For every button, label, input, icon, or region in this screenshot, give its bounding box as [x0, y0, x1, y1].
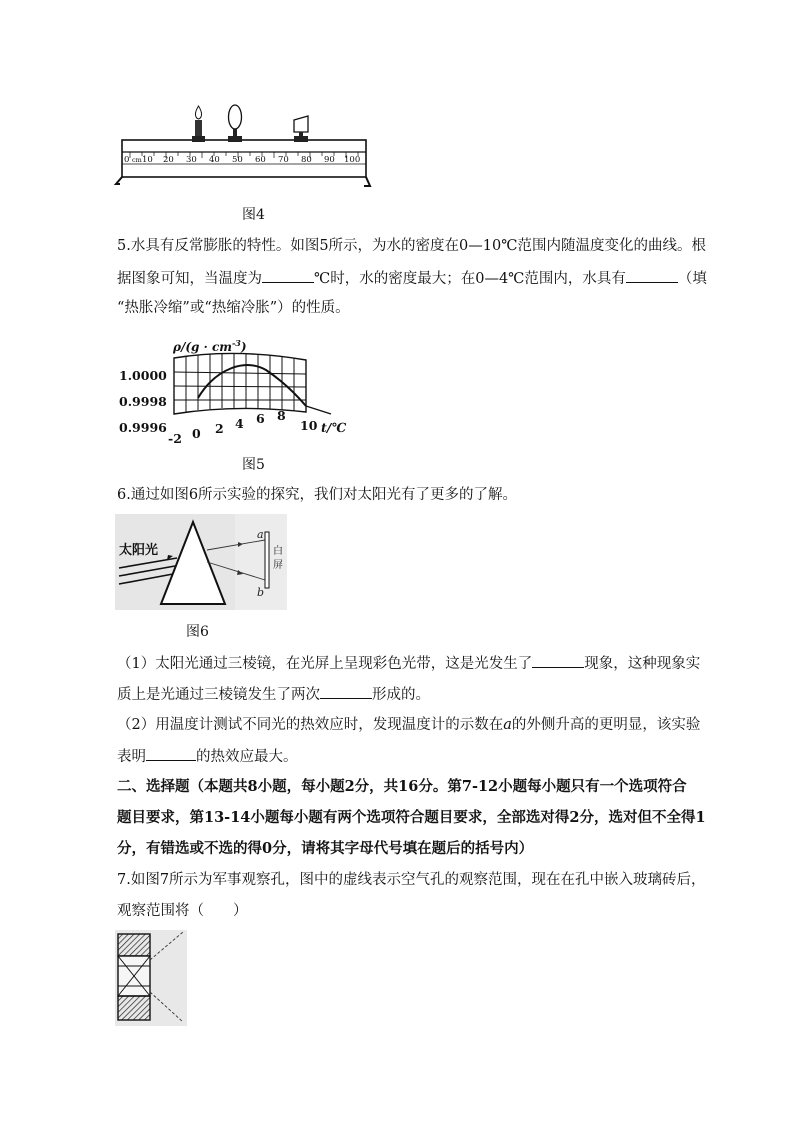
candle-icon — [192, 106, 205, 142]
x-tick: 6 — [256, 411, 265, 426]
scale-label: 30 — [186, 155, 197, 165]
screen-icon — [294, 116, 308, 142]
lens-icon — [228, 105, 242, 142]
q6-part-2-line-1: （2）用温度计测试不同光的热效应时，发现温度计的示数在a的外侧升高的更明显，该实验 — [117, 717, 701, 733]
x-tick: -2 — [168, 431, 182, 446]
q6-intro: 6.通过如图6所示实验的探究，我们对太阳光有了更多的了解。 — [117, 487, 518, 503]
answer-blank[interactable] — [320, 684, 372, 699]
q6-part-2-line-2: 表明 的热效应最大。 — [117, 746, 298, 767]
ray-label-b: b — [257, 586, 265, 599]
scale-label: 70 — [278, 155, 289, 165]
optical-bench-drawing — [110, 100, 372, 195]
figure-6 — [115, 514, 287, 610]
figure-5 — [116, 330, 362, 448]
screen-label: 白 — [273, 546, 283, 557]
figure-5-caption: 图5 — [242, 457, 265, 473]
figure-6-caption: 图6 — [186, 624, 209, 640]
scale-label: 0 — [124, 155, 130, 165]
answer-blank[interactable] — [262, 268, 314, 283]
q7-line-2: 观察范围将（ ） — [117, 903, 248, 919]
q5-line-1: 5.水具有反常膨胀的特性。如图5所示，为水的密度在0—10℃范围内随温度变化的曲线。根 — [117, 238, 706, 254]
q5-line-2: 据图象可知，当温度为 ℃时，水的密度最大；在0—4℃范围内，水具有 （填 — [117, 268, 707, 289]
scale-unit: cm — [132, 156, 142, 164]
section-2-line-3: 分，有错选或不选的得0分，请将其字母代号填在题后的括号内） — [117, 840, 534, 857]
observation-hole-drawing — [115, 930, 187, 1026]
y-tick: 0.9996 — [119, 420, 167, 435]
x-tick: 8 — [277, 408, 286, 423]
answer-blank[interactable] — [626, 268, 678, 283]
screen-label: 屏 — [273, 560, 283, 571]
q6-part-1-line-2: 质上是光通过三棱镜发生了两次 形成的。 — [117, 684, 430, 705]
x-tick: 4 — [235, 416, 244, 431]
x-axis-label: t/℃ — [321, 420, 347, 435]
scale-label: 40 — [209, 155, 220, 165]
scale-label: 90 — [324, 155, 335, 165]
q7-line-1: 7.如图7所示为军事观察孔，图中的虚线表示空气孔的观察范围，现在在孔中嵌入玻璃砖后， — [117, 872, 706, 888]
section-2-title: 二、选择题 — [117, 778, 190, 795]
answer-blank[interactable] — [532, 653, 584, 668]
scale-label: 20 — [163, 155, 174, 165]
ray-label-a: a — [257, 528, 264, 541]
figure-4 — [110, 100, 372, 195]
scale-label: 80 — [301, 155, 312, 165]
q6-part-1-line-1: （1）太阳光通过三棱镜，在光屏上呈现彩色光带，这是光发生了 现象，这种现象实 — [117, 653, 700, 674]
y-tick: 1.0000 — [119, 368, 167, 383]
scale-label: 100 — [344, 155, 361, 165]
figure-4-caption: 图4 — [242, 207, 265, 223]
section-2-line-2: 题目要求，第13-14小题每小题有两个选项符合题目要求，全部选对得2分，选对但不全得1 — [117, 809, 706, 826]
scale-label: 50 — [232, 155, 243, 165]
density-chart — [116, 330, 362, 448]
q5-line-3: “热胀冷缩”或“热缩冷胀”）的性质。 — [117, 300, 350, 316]
sunlight-label: 太阳光 — [119, 543, 159, 558]
answer-blank[interactable] — [146, 746, 196, 761]
figure-7 — [115, 930, 187, 1026]
y-tick: 0.9998 — [119, 394, 167, 409]
x-tick: 0 — [192, 426, 201, 441]
scale-label: 10 — [142, 155, 153, 165]
x-tick: 10 — [300, 418, 318, 433]
x-tick: 2 — [215, 421, 224, 436]
y-axis-label: $\rho/(g \cdot cm^{-3})$ — [173, 338, 247, 354]
section-2-line-1: 二、选择题（本题共8小题，每小题2分，共16分。第7-12小题每小题只有一个选项符合 — [117, 778, 687, 795]
prism-drawing — [115, 514, 287, 610]
scale-label: 60 — [255, 155, 266, 165]
